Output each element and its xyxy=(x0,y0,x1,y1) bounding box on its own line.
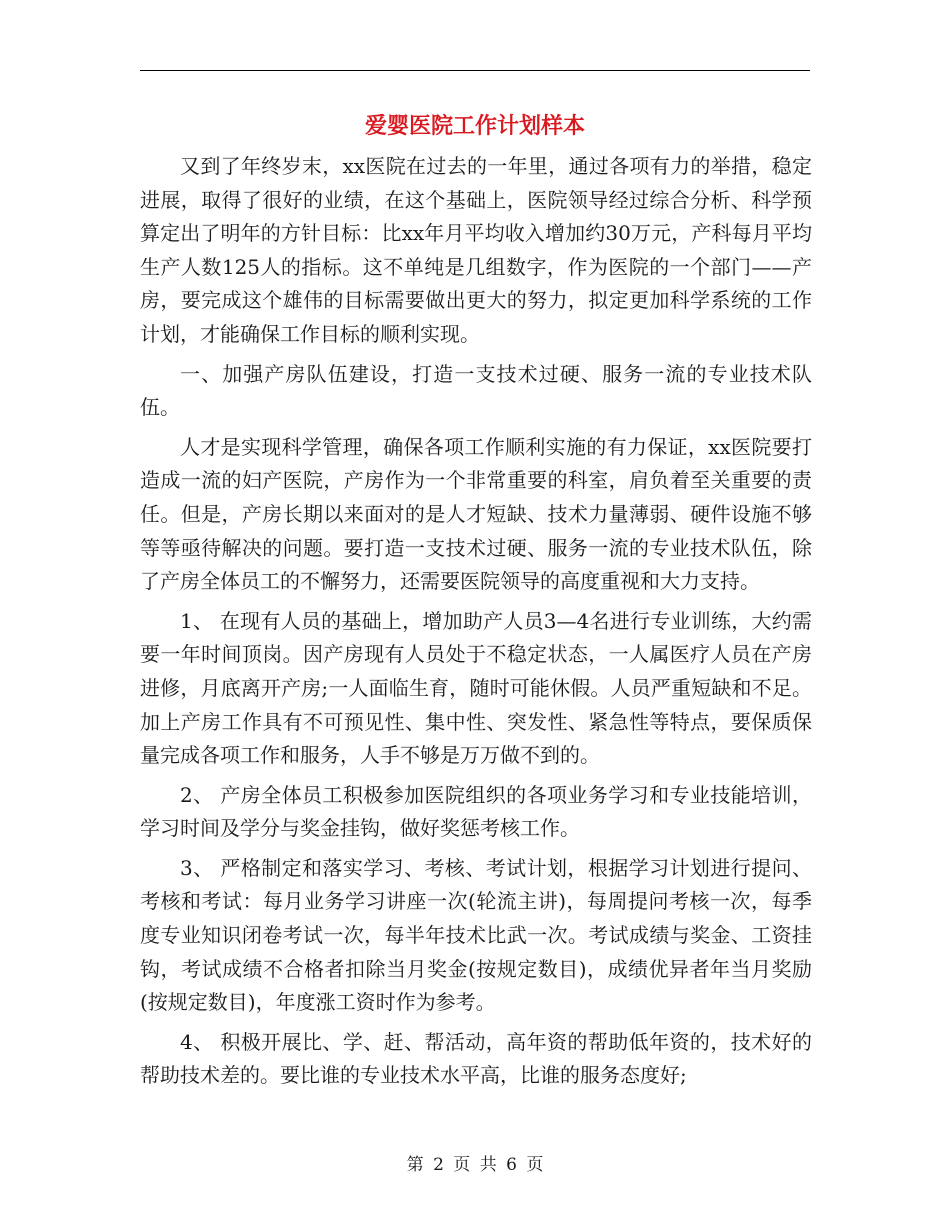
document-body xyxy=(140,150,812,1099)
paragraph-talent: 人才是实现科学管理，确保各项工作顺利实施的有力保证，xx医院要打造成一流的妇产医院，产房作为一个非常重要的科室，肩负着至关重要的责任。但是，产房长期以来面对的是人才短缺、技术力量薄弱、硬件设施不够等等亟待解决的问题。要打造一支技术过硬、服务一流的专业技术队伍，除了产房全体员工的不懈努力，还需要医院领导的高度重视和大力支持。 xyxy=(140,434,812,594)
list-item-1: 1、 在现有人员的基础上，增加助产人员3—4名进行专业训练，大约需要一年时间顶岗。因产房现有人员处于不稳定状态，一人属医疗人员在产房进修，月底离开产房;一人面临生育，随时可能休假。人员严重短缺和不足。加上产房工作具有不可预见性、集中性、突发性、紧急性等特点，要保质保量完成各项工作和服务，人手不够是万万做不到的。 xyxy=(140,608,812,768)
page-number-footer: 第 2 页 共 6 页 xyxy=(406,1155,544,1175)
list-item-3: 3、 严格制定和落实学习、考核、考试计划，根据学习计划进行提问、考核和考试：每月业务学习讲座一次(轮流主讲)，每周提问考核一次，每季度专业知识闭卷考试一次，每半年技术比武一次。考试成绩与奖金、工资挂钩，考试成绩不合格者扣除当月奖金(按规定数目)，成绩优异者年当月奖励(按规定数目)，年度涨工资时作为参考。 xyxy=(140,855,812,1015)
list-item-2: 2、 产房全体员工积极参加医院组织的各项业务学习和专业技能培训，学习时间及学分与奖金挂钩，做好奖惩考核工作。 xyxy=(140,782,812,841)
header-rule xyxy=(140,70,810,71)
document-title: 爱婴医院工作计划样本 xyxy=(364,113,585,139)
section-heading-1: 一、加强产房队伍建设，打造一支技术过硬、服务一流的专业技术队伍。 xyxy=(140,361,812,420)
list-item-4: 4、 积极开展比、学、赶、帮活动，高年资的帮助低年资的，技术好的帮助技术差的。要比谁的专业技术水平高，比谁的服务态度好; xyxy=(140,1029,812,1088)
paragraph-intro: 又到了年终岁末，xx医院在过去的一年里，通过各项有力的举措，稳定进展，取得了很好的业绩，在这个基础上，医院领导经过综合分析、科学预算定出了明年的方针目标：比xx年月平均收入增加约30万元，产科每月平均生产人数125人的指标。这不单纯是几组数字，作为医院的一个部门——产房，要完成这个雄伟的目标需要做出更大的努力，拟定更加科学系统的工作计划，才能确保工作目标的顺利实现。 xyxy=(140,154,812,346)
